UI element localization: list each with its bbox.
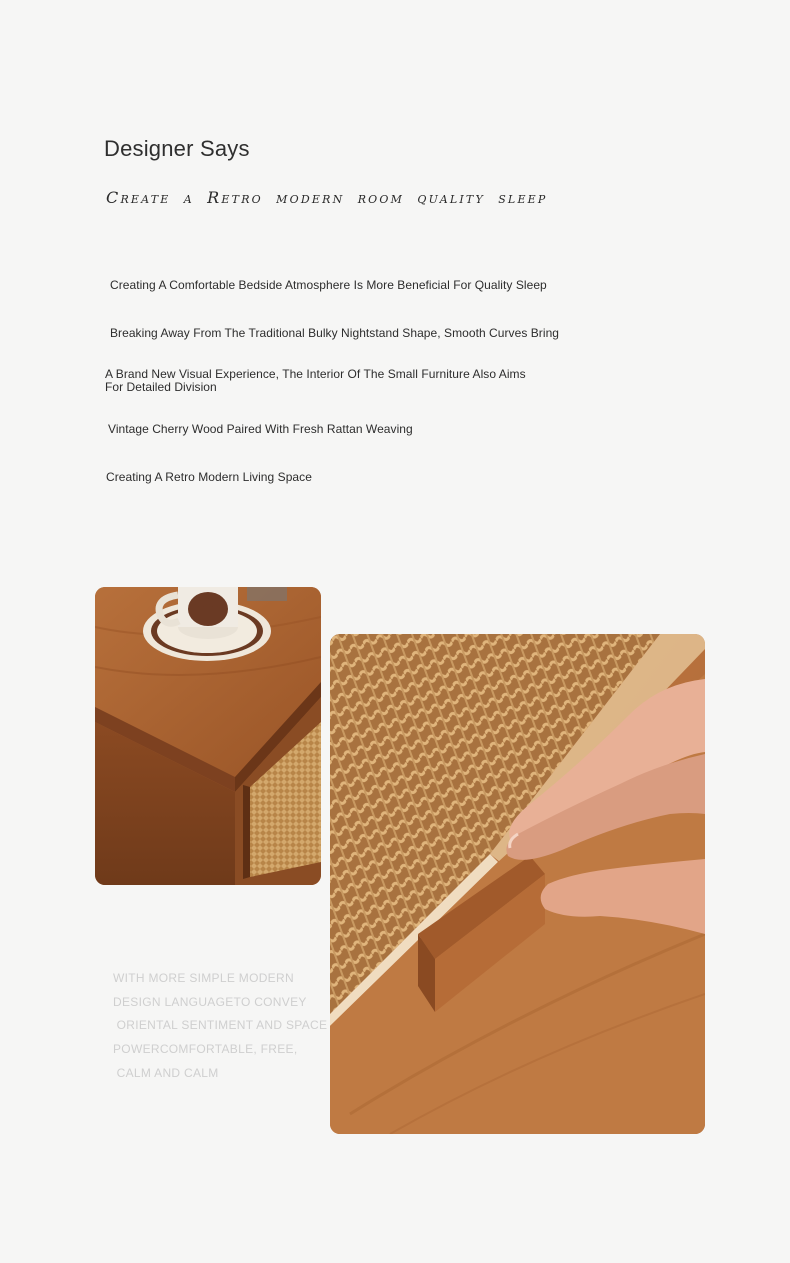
faded-slogan (113, 967, 327, 1086)
designer-says-subtitle: Create a Retro modern room quality sleep (106, 188, 548, 207)
rattan-drawer-photo (330, 634, 705, 1134)
faded-slogan-line: DESIGN LANGUAGETO CONVEY (113, 994, 307, 1009)
faded-slogan-line: ORIENTAL SENTIMENT AND SPACE (113, 1018, 328, 1033)
rattan-drawer-illustration (330, 634, 705, 1134)
nightstand-corner-illustration (95, 587, 321, 885)
description-line: Creating A Comfortable Bedside Atmosphere Is More Beneficial For Quality Sleep (110, 278, 547, 292)
faded-slogan-line: WITH MORE SIMPLE MODERN (113, 971, 294, 985)
description-line: Creating A Retro Modern Living Space (106, 470, 312, 484)
faded-slogan-line: CALM AND CALM (113, 1065, 219, 1080)
description-line: For Detailed Division (105, 380, 217, 394)
faded-slogan-line: POWERCOMFORTABLE, FREE, (113, 1042, 298, 1057)
designer-says-title: Designer Says (104, 136, 250, 161)
description-line: Breaking Away From The Traditional Bulky Nightstand Shape, Smooth Curves Bring (110, 326, 560, 340)
nightstand-corner-photo (95, 587, 321, 885)
description-line: Vintage Cherry Wood Paired With Fresh Rattan Weaving (108, 422, 413, 436)
description-line: A Brand New Visual Experience, The Interior Of The Small Furniture Also Aims (105, 367, 526, 381)
